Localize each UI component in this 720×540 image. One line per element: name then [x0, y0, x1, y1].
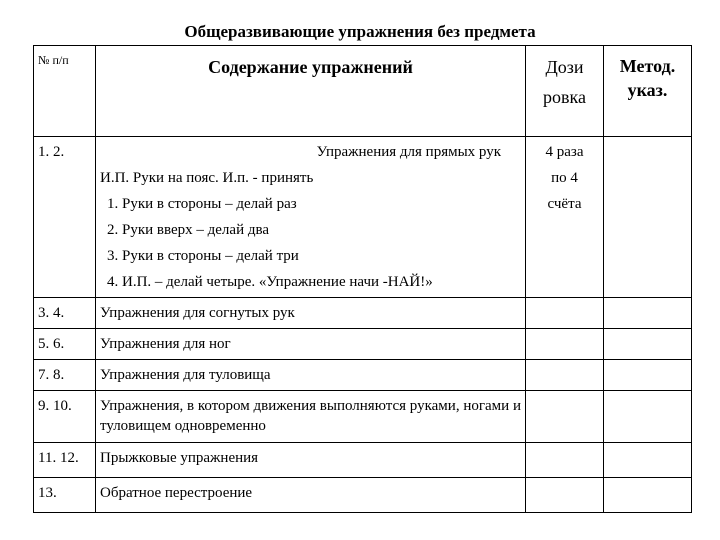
row-dosage — [526, 298, 604, 329]
header-dosage-line1: Дози — [545, 57, 584, 77]
row-method — [604, 329, 692, 360]
table-row — [34, 360, 692, 391]
row-dosage — [526, 360, 604, 391]
table-row — [34, 443, 692, 478]
row-number: 5. 6. — [34, 329, 96, 360]
row-content: Упражнения для ног — [96, 329, 526, 360]
table-row — [34, 298, 692, 329]
row-content: Упражнения для согнутых рук — [96, 298, 526, 329]
exercise-title: Упражнения для прямых рук — [316, 144, 501, 160]
row-dosage — [526, 391, 604, 443]
header-dosage-line2: ровка — [543, 87, 586, 107]
exercise-start-position: И.П. Руки на пояс. И.п. - принять — [100, 170, 314, 186]
exercise-step: 2. Руки вверх – делай два — [122, 217, 521, 243]
row-dosage — [526, 443, 604, 478]
exercise-step: 4. И.П. – делай четыре. «Упражнение начи -НАЙ!» — [122, 269, 521, 295]
row-dosage — [526, 478, 604, 513]
row-number: 9. 10. — [34, 391, 96, 443]
row-content: Упражнения, в котором движения выполняются руками, ногами и туловищем одновременно — [96, 391, 526, 443]
header-dosage — [526, 46, 604, 137]
row-dosage — [526, 329, 604, 360]
header-content: Содержание упражнений — [96, 46, 526, 137]
table-row — [34, 478, 692, 513]
table-row — [34, 391, 692, 443]
header-method-line1: Метод. — [619, 56, 676, 76]
row-number: 11. 12. — [34, 443, 96, 478]
header-method — [604, 46, 692, 137]
row-method — [604, 478, 692, 513]
exercise-steps — [100, 191, 521, 295]
row-method — [604, 137, 692, 298]
exercise-table — [33, 45, 692, 513]
row-method — [604, 360, 692, 391]
row-number: 13. — [34, 478, 96, 513]
row-content: Упражнения для туловища — [96, 360, 526, 391]
exercise-step: 3. Руки в стороны – делай три — [122, 243, 521, 269]
row-dosage — [526, 137, 604, 298]
dosage-line: 4 раза — [545, 144, 584, 160]
header-method-line2: указ. — [627, 80, 668, 100]
row-content: Прыжковые упражнения — [96, 443, 526, 478]
table-row — [34, 329, 692, 360]
row-content: Обратное перестроение — [96, 478, 526, 513]
page-title: Общеразвивающие упражнения без предмета — [184, 22, 536, 41]
row-method — [604, 443, 692, 478]
row-number: 3. 4. — [34, 298, 96, 329]
row-content — [96, 137, 526, 298]
table-header-row — [34, 46, 692, 137]
dosage-line: счёта — [547, 196, 582, 212]
row-number: 1. 2. — [34, 137, 96, 298]
exercise-step: 1. Руки в стороны – делай раз — [122, 191, 521, 217]
row-method — [604, 391, 692, 443]
row-number: 7. 8. — [34, 360, 96, 391]
row-method — [604, 298, 692, 329]
dosage-line: по 4 — [551, 170, 578, 186]
header-number: № п/п — [34, 46, 96, 137]
table-row — [34, 137, 692, 298]
